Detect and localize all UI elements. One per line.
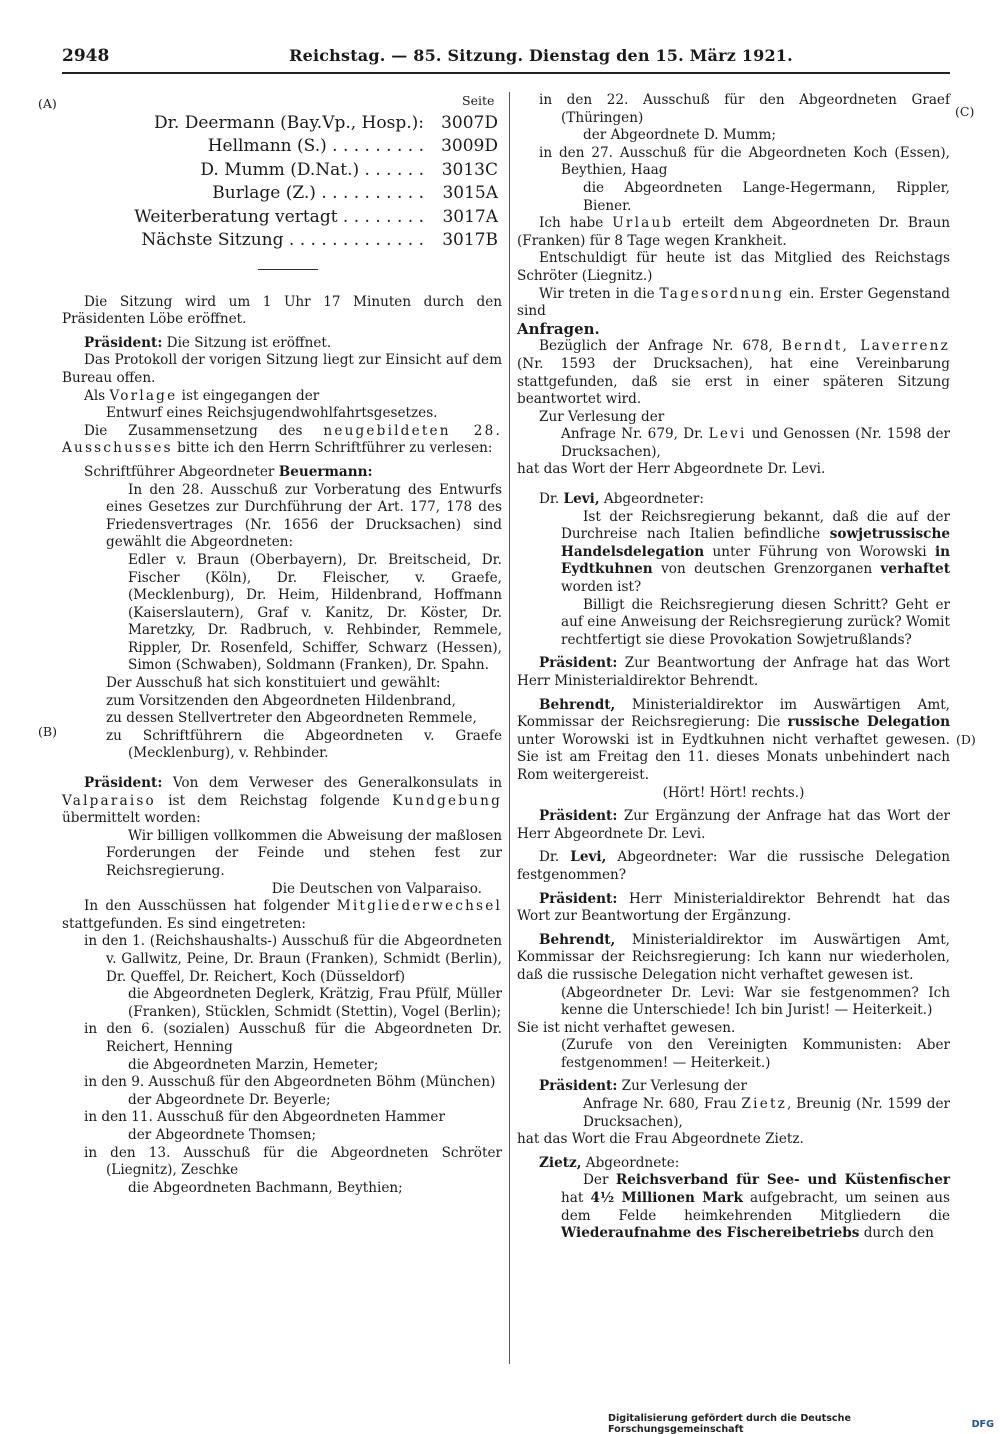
toc-entry: Dr. Deermann (Bay.Vp., Hosp.): — [154, 112, 424, 133]
committee-members: die Abgeordneten Bachmann, Beythien; — [128, 1179, 403, 1196]
paragraph — [517, 655, 950, 690]
speaker-name: Präsident: — [84, 775, 163, 792]
paragraph: Zur Verlesung der — [539, 408, 665, 425]
toc-entry: Weiterberatung vertagt . . . . . . . . — [134, 206, 424, 227]
paragraph: hat das Wort die Frau Abgeordnete Zietz. — [517, 1131, 804, 1148]
speaker-name: Beuermann: — [278, 463, 373, 480]
quote: Wir billigen vollkommen die Abweisung der maßlosen Forderungen der Feinde und stehen fest zur Reichsregierung. — [106, 827, 502, 879]
paragraph — [517, 932, 950, 985]
toc-page: 3009D — [441, 136, 498, 157]
quote: Billigt die Reichsregierung diesen Schritt? Geht er auf eine Anweisung der Reichsregierung zurück? Womit rechtfertigt sie diese Provokation Sowjetrußlands? — [561, 596, 950, 648]
paragraph: zu Schriftführern die Abgeordneten v. Graefe (Mecklenburg), v. Rehbinder. — [106, 727, 502, 762]
text-span: bitte ich den Herrn Schriftführer zu verlesen: — [172, 440, 493, 457]
paragraph — [62, 388, 502, 406]
paragraph: Der Ausschuß hat sich konstituiert und gewählt: — [106, 675, 441, 692]
margin-mark-d: (D) — [956, 732, 976, 747]
margin-mark-b: (B) — [38, 724, 57, 739]
emphasis-text: Vorlage — [109, 387, 178, 404]
emphasis-text: Levi — [708, 426, 747, 443]
quote — [517, 1172, 950, 1242]
toc-entry: Hellmann (S.) . . . . . . . . . — [207, 136, 424, 157]
emphasis-text: Mitgliederwechsel — [336, 898, 502, 915]
dfg-logo: DFG — [971, 1418, 994, 1430]
text-span: Bezüglich der Anfrage Nr. 678, — [539, 338, 782, 355]
page-number: 2948 — [62, 46, 110, 66]
paragraph — [517, 1096, 950, 1131]
paragraph — [517, 808, 950, 843]
text-span: aufgebracht, um seinen aus dem Felde heimkehrenden Mitgliedern die — [561, 1190, 950, 1224]
text-span: ist eingegangen der — [177, 387, 320, 404]
text-span: ist dem Reichstag folgende — [155, 792, 393, 809]
interjection: (Hört! Hört! rechts.) — [662, 784, 805, 801]
toc-page: 3013C — [441, 159, 498, 180]
table-of-contents — [62, 112, 502, 253]
text-span: Von dem Verweser des Generalkonsulats in — [162, 775, 502, 792]
text-span: Zur Ergänzung der Anfrage hat das Wort der Herr Abgeordnete Dr. Levi. — [517, 808, 950, 842]
committee-members: die Abgeordneten Lange-Hegermann, Rippler, Biener. — [583, 179, 950, 214]
opening-paragraph: Die Sitzung wird um 1 Uhr 17 Minuten durch den Präsidenten Löbe eröffnet. — [62, 293, 502, 328]
page-header — [62, 46, 950, 74]
emphasis-text: Zietz — [741, 1096, 787, 1113]
text-span: In den Ausschüssen hat folgender — [84, 898, 337, 915]
margin-mark-c: (C) — [955, 104, 975, 119]
speaker-name: Präsident: — [539, 808, 618, 825]
interjection: (Abgeordneter Dr. Levi: War sie festgenommen? Ich kenne die Unterschiede! Ich bin Jurist! — Heiterkeit.) — [561, 984, 950, 1019]
text-span: Zur Verlesung der — [617, 1078, 747, 1095]
paragraph — [517, 491, 950, 509]
paragraph — [517, 1078, 950, 1096]
paragraph: zu dessen Stellvertreter den Abgeordneten Remmele, — [106, 710, 477, 727]
toc-entry: Nächste Sitzung . . . . . . . . . . . . . — [141, 230, 424, 251]
committee-change: in den 1. (Reichshaushalts-) Ausschuß für die Abgeordneten v. Gallwitz, Peine, Dr. Braun (Franken), Schmidt (Berlin), Dr. Queffel, Dr. Reichert, Koch (Düsseldorf) — [84, 933, 502, 985]
committee-change: in den 6. (sozialen) Ausschuß für die Abgeordneten Dr. Reichert, Henning — [84, 1021, 502, 1055]
committee-change: in den 27. Ausschuß für die Abgeordneten Koch (Essen), Beythien, Haag — [539, 144, 950, 179]
emphasis-text: verhaftet — [880, 561, 950, 578]
toc-rule — [258, 269, 318, 270]
paragraph — [62, 775, 502, 828]
speaker-name: Präsident: — [539, 890, 618, 907]
emphasis-text: Urlaub — [612, 215, 674, 232]
text-span: (Nr. 1593 der Drucksachen), hat eine Vereinbarung stattgefunden, daß sie erst in einer späteren Sitzung beantwortet wird. — [517, 355, 950, 408]
text-span: durch den — [859, 1225, 934, 1242]
paragraph — [517, 891, 950, 926]
text-span: Der — [583, 1172, 616, 1189]
footer — [608, 1413, 994, 1434]
paragraph: zum Vorsitzenden den Abgeordneten Hildenbrand, — [106, 692, 456, 709]
speaker-name: Präsident: — [539, 1078, 618, 1095]
text-span: Ich habe — [539, 215, 613, 232]
text-span: Als — [84, 387, 110, 404]
paragraph — [517, 426, 950, 461]
paragraph — [517, 338, 950, 408]
paragraph — [517, 697, 950, 785]
left-column — [62, 92, 502, 1197]
interjection: (Zurufe von den Vereinigten Kommunisten: Aber festgenommen! — Heiterkeit.) — [561, 1037, 950, 1071]
emphasis-text: sowjetrussische Handelsdelegation — [561, 526, 950, 560]
emphasis-text: 4½ Millionen Mark — [590, 1190, 743, 1207]
text-span: Anfrage Nr. 679, Dr. — [561, 426, 709, 443]
text-span: Abgeordneter: War die russische Delegation festgenommen? — [517, 849, 950, 883]
committee-change: in den 11. Ausschuß für den Abgeordneten Hammer — [84, 1109, 445, 1126]
emphasis-text: Tagesordnung — [659, 285, 785, 302]
text-span: Die Zusammensetzung des — [84, 422, 324, 439]
paragraph: hat das Wort der Herr Abgeordnete Dr. Levi. — [517, 461, 826, 478]
text-span: Abgeordnete: — [581, 1154, 680, 1171]
speaker-name: Behrendt, — [539, 696, 616, 713]
member-list: Edler v. Braun (Oberbayern), Dr. Breitscheid, Dr. Fischer (Köln), Dr. Fleischer, v. Graefe, (Mecklenburg), Dr. Heim, Hildenbrand, Hoffmann (Kaiserslautern), Graf v. Kanitz, Dr. Köster, Dr. Maretzky, Dr. Radbruch, v. Rehbinder, Remmele, Rippler, Dr. Rosenfeld, Schiffer, Schwarz (Hessen), Simon (Schwaben), Soldmann (Franken), Dr. Spahn. — [128, 551, 502, 674]
text-span: stattgefunden. Es sind eingetreten: — [62, 915, 306, 932]
speaker-name: Levi, — [563, 491, 600, 508]
margin-mark-a: (A) — [38, 96, 57, 111]
paragraph: In den 28. Ausschuß zur Vorberatung des Entwurfs eines Gesetzes zur Durchführung der Art. 177, 178 des Friedensvertrages (Nr. 1656 der Drucksachen) sind gewählt die Abgeordneten: — [106, 481, 502, 551]
text-span: Anfrage Nr. 680, Frau — [583, 1096, 742, 1113]
right-column — [517, 92, 950, 1243]
text-span: erteilt dem Abgeordneten Dr. Braun (Franken) für 8 Tage wegen Krankheit. — [517, 215, 950, 249]
toc-page: 3007D — [441, 112, 498, 133]
speaker-name: Präsident: — [84, 334, 163, 351]
emphasis-text: Valparaiso — [62, 792, 156, 809]
toc-row — [62, 112, 502, 136]
text-span: worden ist? — [561, 579, 642, 596]
text-span: Abgeordneter: — [599, 491, 704, 508]
speaker-name: Präsident: — [539, 655, 618, 672]
text-span: unter Führung von Worowski — [704, 543, 935, 560]
text-span: hat — [561, 1190, 591, 1207]
paragraph — [62, 423, 502, 458]
emphasis-text: Berndt, Laverrenz — [781, 338, 950, 355]
paragraph — [62, 335, 502, 353]
toc-row — [62, 206, 502, 230]
paragraph: Sie ist nicht verhaftet gewesen. — [517, 1019, 736, 1036]
speaker-name: Behrendt, — [539, 931, 616, 948]
emphasis-text: neugebildeten 28. Ausschusses — [62, 422, 502, 457]
speech-text: Die Sitzung ist eröffnet. — [166, 334, 332, 351]
paragraph: Das Protokoll der vorigen Sitzung liegt zur Einsicht auf dem Bureau offen. — [62, 352, 502, 386]
quote — [517, 509, 950, 597]
text-span: und Genossen (Nr. 1598 der Drucksachen), — [561, 426, 950, 460]
text-span: , Breunig (Nr. 1599 der Drucksachen), — [583, 1096, 951, 1130]
emphasis-text: in Eydtkuhnen — [561, 543, 950, 578]
committee-members: der Abgeordnete D. Mumm; — [583, 127, 776, 144]
emphasis-text: russische Delegation — [787, 714, 950, 731]
text-span: ein. Erster Gegenstand sind — [517, 285, 950, 320]
committee-change: in den 22. Ausschuß für den Abgeordneten Graef (Thüringen) — [539, 92, 950, 126]
toc-row — [62, 229, 502, 253]
toc-row — [62, 182, 502, 206]
paragraph: Entschuldigt für heute ist das Mitglied des Reichstags Schröter (Liegnitz.) — [517, 250, 950, 284]
paragraph — [62, 898, 502, 933]
paragraph — [517, 1155, 950, 1173]
emphasis-text: Wiederaufnahme des Fischereibetriebs — [561, 1225, 860, 1242]
paragraph — [62, 464, 502, 482]
text-span: unter Worowski ist in Eydtkuhnen nicht verhaftet gewesen. Sie ist am Freitag den 11. dieses Monats unbehindert nach Rom weitergereist. — [517, 731, 950, 783]
text-span: Ministerialdirektor im Auswärtigen Amt, Kommissar der Reichsregierung: Die — [517, 696, 950, 731]
toc-entry: Burlage (Z.) . . . . . . . . . . — [212, 183, 424, 204]
speaker-name: Zietz, — [539, 1154, 582, 1171]
text-span: Herr Ministerialdirektor Behrendt hat das Wort zur Beantwortung der Ergänzung. — [517, 890, 950, 925]
emphasis-text: Reichsverband für See- und Küstenfischer — [615, 1172, 951, 1189]
speaker-name: Levi, — [570, 849, 607, 866]
footer-credit: Digitalisierung gefördert durch die Deutsche Forschungsgemeinschaft — [608, 1413, 851, 1434]
toc-page: 3017A — [442, 206, 498, 227]
text-span: von deutschen Grenzorganen — [652, 561, 881, 578]
paragraph — [517, 286, 950, 321]
text-span: übermittelt worden: — [62, 810, 201, 827]
column-divider — [509, 92, 510, 1364]
toc-page: 3015A — [442, 183, 498, 204]
committee-members: der Abgeordnete Thomsen; — [128, 1126, 317, 1143]
toc-row — [62, 159, 502, 183]
toc-row — [62, 135, 502, 159]
emphasis-text: Kundgebung — [392, 792, 502, 809]
committee-change: in den 9. Ausschuß für den Abgeordneten Böhm (München) — [84, 1074, 496, 1091]
committee-members: die Abgeordneten Deglerk, Krätzig, Frau Pfülf, Müller (Franken), Stücklen, Schmidt (Stettin), Vogel (Berlin); — [128, 986, 502, 1020]
text-span: Dr. — [539, 491, 564, 508]
text-span: Ist der Reichsregierung bekannt, daß die auf der Durchreise nach Italien befindliche — [561, 508, 950, 543]
committee-members: der Abgeordnete Dr. Beyerle; — [128, 1091, 331, 1108]
text-span: Wir treten in die — [539, 285, 660, 302]
toc-heading: Seite — [462, 93, 495, 108]
quote-signature: Die Deutschen von Valparaiso. — [271, 880, 482, 897]
running-head: Reichstag. — 85. Sitzung. Dienstag den 15. März 1921. — [289, 46, 793, 65]
paragraph: Entwurf eines Reichsjugendwohlfahrtsgesetzes. — [106, 405, 438, 422]
text-span: Ministerialdirektor im Auswärtigen Amt, Kommissar der Reichsregierung: Ich kann nur wiederholen, daß die russische Delegation nicht verhaftet gewesen ist. — [517, 931, 950, 983]
text-span: Dr. — [539, 849, 571, 866]
committee-members: die Abgeordneten Marzin, Hemeter; — [128, 1056, 379, 1073]
text-span: Schriftführer Abgeordneter — [84, 463, 279, 480]
paragraph — [517, 849, 950, 884]
paragraph — [517, 215, 950, 250]
toc-page: 3017B — [442, 230, 498, 251]
section-heading: Anfragen. — [517, 319, 600, 338]
toc-entry: D. Mumm (D.Nat.) . . . . . . — [200, 159, 424, 180]
committee-change: in den 13. Ausschuß für die Abgeordneten Schröter (Liegnitz), Zeschke — [84, 1144, 502, 1179]
text-span: Zur Beantwortung der Anfrage hat das Wort Herr Ministerialdirektor Behrendt. — [517, 655, 950, 689]
